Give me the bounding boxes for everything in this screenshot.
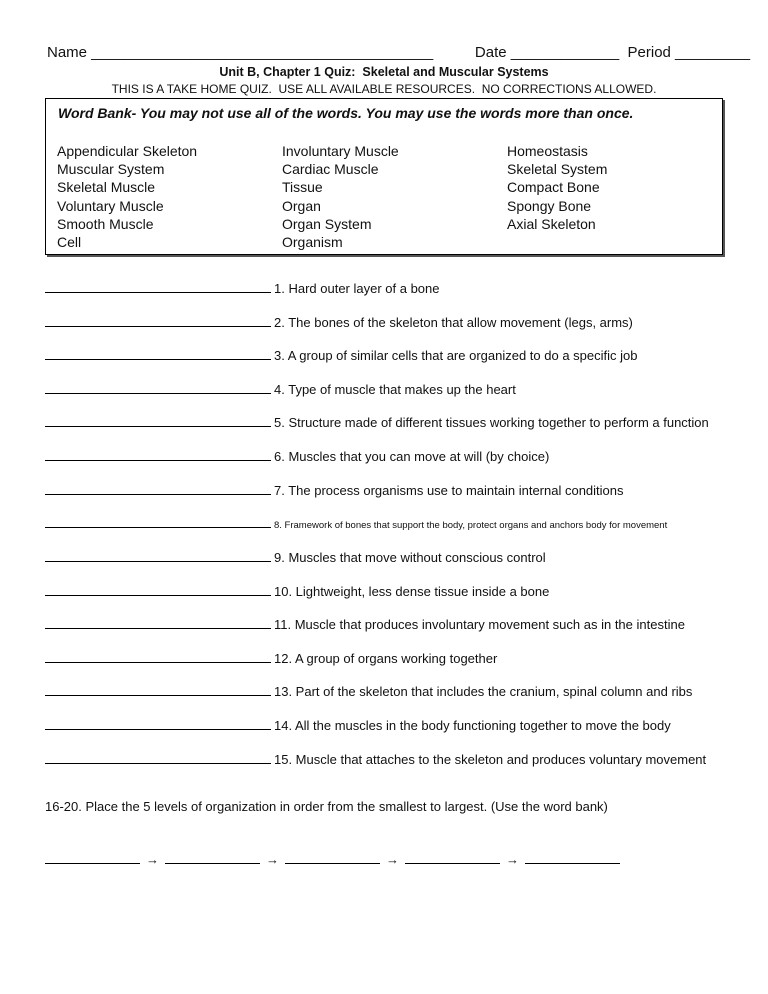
word-bank-term: Skeletal Muscle — [57, 179, 156, 196]
answer-blank[interactable] — [45, 314, 271, 327]
answer-blank[interactable] — [45, 583, 271, 596]
question-text: 3. A group of similar cells that are organized to do a specific job — [274, 348, 638, 363]
word-bank-term: Appendicular Skeleton — [57, 143, 198, 159]
sequence-blank[interactable] — [405, 851, 500, 864]
answer-blank[interactable] — [45, 751, 271, 764]
answer-blank[interactable] — [45, 515, 271, 528]
word-bank-term: Skeletal System — [507, 161, 608, 178]
right-arrow-icon: → — [506, 852, 519, 867]
sequence-blank[interactable] — [525, 851, 620, 864]
word-bank-term: Smooth Muscle — [57, 215, 154, 232]
question-text: 13. Part of the skeleton that includes the cranium, spinal column and ribs — [274, 684, 693, 699]
answer-blank[interactable] — [45, 549, 271, 562]
quiz-instructions: THIS IS A TAKE HOME QUIZ. USE ALL AVAILABLE RESOURCES. NO CORRECTIONS ALLOWED. — [111, 82, 657, 96]
question-12 — [45, 650, 497, 666]
word-bank-column-3 — [507, 142, 607, 233]
sequence-blank[interactable] — [165, 851, 260, 864]
word-bank-column-2 — [282, 142, 399, 251]
answer-blank[interactable] — [45, 381, 271, 394]
question-15 — [45, 751, 706, 767]
answer-blank[interactable] — [45, 280, 271, 293]
question-13 — [45, 683, 692, 699]
question-text: 14. All the muscles in the body functioning together to move the body — [274, 718, 671, 733]
question-1 — [45, 280, 440, 296]
answer-blank[interactable] — [45, 616, 271, 629]
sequence-blank[interactable] — [285, 851, 380, 864]
question-7 — [45, 482, 624, 498]
question-text: 2. The bones of the skeleton that allow movement (legs, arms) — [274, 315, 633, 330]
question-11 — [45, 616, 685, 632]
question-text: 15. Muscle that attaches to the skeleton and produces voluntary movement — [274, 752, 707, 767]
question-text: 6. Muscles that you can move at will (by choice) — [274, 449, 550, 464]
answer-blank[interactable] — [45, 347, 271, 360]
word-bank-box — [45, 98, 723, 255]
question-text: 5. Structure made of different tissues working together to perform a function — [274, 415, 709, 430]
answer-blank[interactable] — [45, 717, 271, 730]
word-bank-term: Cardiac Muscle — [282, 161, 379, 178]
question-3 — [45, 347, 637, 363]
question-8 — [45, 515, 667, 531]
quiz-title: Unit B, Chapter 1 Quiz: Skeletal and Muscular Systems — [219, 65, 549, 79]
answer-blank[interactable] — [45, 683, 271, 696]
word-bank-term: Homeostasis — [507, 143, 588, 159]
question-text: 7. The process organisms use to maintain internal conditions — [274, 483, 624, 498]
question-14 — [45, 717, 671, 733]
question-text: 12. A group of organs working together — [274, 651, 498, 666]
answer-blank[interactable] — [45, 650, 271, 663]
word-bank-term: Organ — [282, 197, 321, 214]
sequence-row — [45, 851, 620, 867]
word-bank-term: Organism — [282, 234, 343, 251]
question-5 — [45, 414, 709, 430]
word-bank-term: Muscular System — [57, 161, 165, 178]
question-text: 11. Muscle that produces involuntary movement such as in the intestine — [274, 617, 685, 632]
question-text: 8. Framework of bones that support the body, protect organs and anchors body for movement — [274, 520, 668, 531]
answer-blank[interactable] — [45, 414, 271, 427]
word-bank-term: Axial Skeleton — [507, 215, 596, 232]
answer-blank[interactable] — [45, 482, 271, 495]
answer-blank[interactable] — [45, 448, 271, 461]
word-bank-term: Spongy Bone — [507, 197, 592, 214]
question-9 — [45, 549, 546, 565]
word-bank-term: Compact Bone — [507, 179, 600, 196]
question-6 — [45, 448, 549, 464]
word-bank-column-1 — [57, 142, 197, 251]
question-text: 9. Muscles that move without conscious control — [274, 550, 546, 565]
question-4 — [45, 381, 516, 397]
right-arrow-icon: → — [266, 852, 279, 867]
word-bank-term: Voluntary Muscle — [57, 197, 164, 214]
word-bank-term: Involuntary Muscle — [282, 143, 399, 159]
word-bank-term: Tissue — [282, 179, 323, 196]
sequence-blank[interactable] — [45, 851, 140, 864]
question-10 — [45, 583, 549, 599]
question-text: 10. Lightweight, less dense tissue inside a bone — [274, 584, 550, 599]
question-2 — [45, 314, 633, 330]
question-text: 1. Hard outer layer of a bone — [274, 281, 440, 296]
word-bank-term: Organ System — [282, 215, 372, 232]
right-arrow-icon: → — [386, 852, 399, 867]
word-bank-term: Cell — [57, 234, 82, 251]
right-arrow-icon: → — [146, 852, 159, 867]
word-bank-heading: Word Bank- You may not use all of the words. You may use the words more than once. — [58, 105, 634, 121]
question-text: 4. Type of muscle that makes up the heart — [274, 382, 516, 397]
sequence-instruction: 16-20. Place the 5 levels of organization in order from the smallest to largest. (Use the word bank) — [45, 799, 608, 814]
name-date-period-row: Name _________________________________________ Date _____________ Period _________ — [47, 44, 751, 61]
